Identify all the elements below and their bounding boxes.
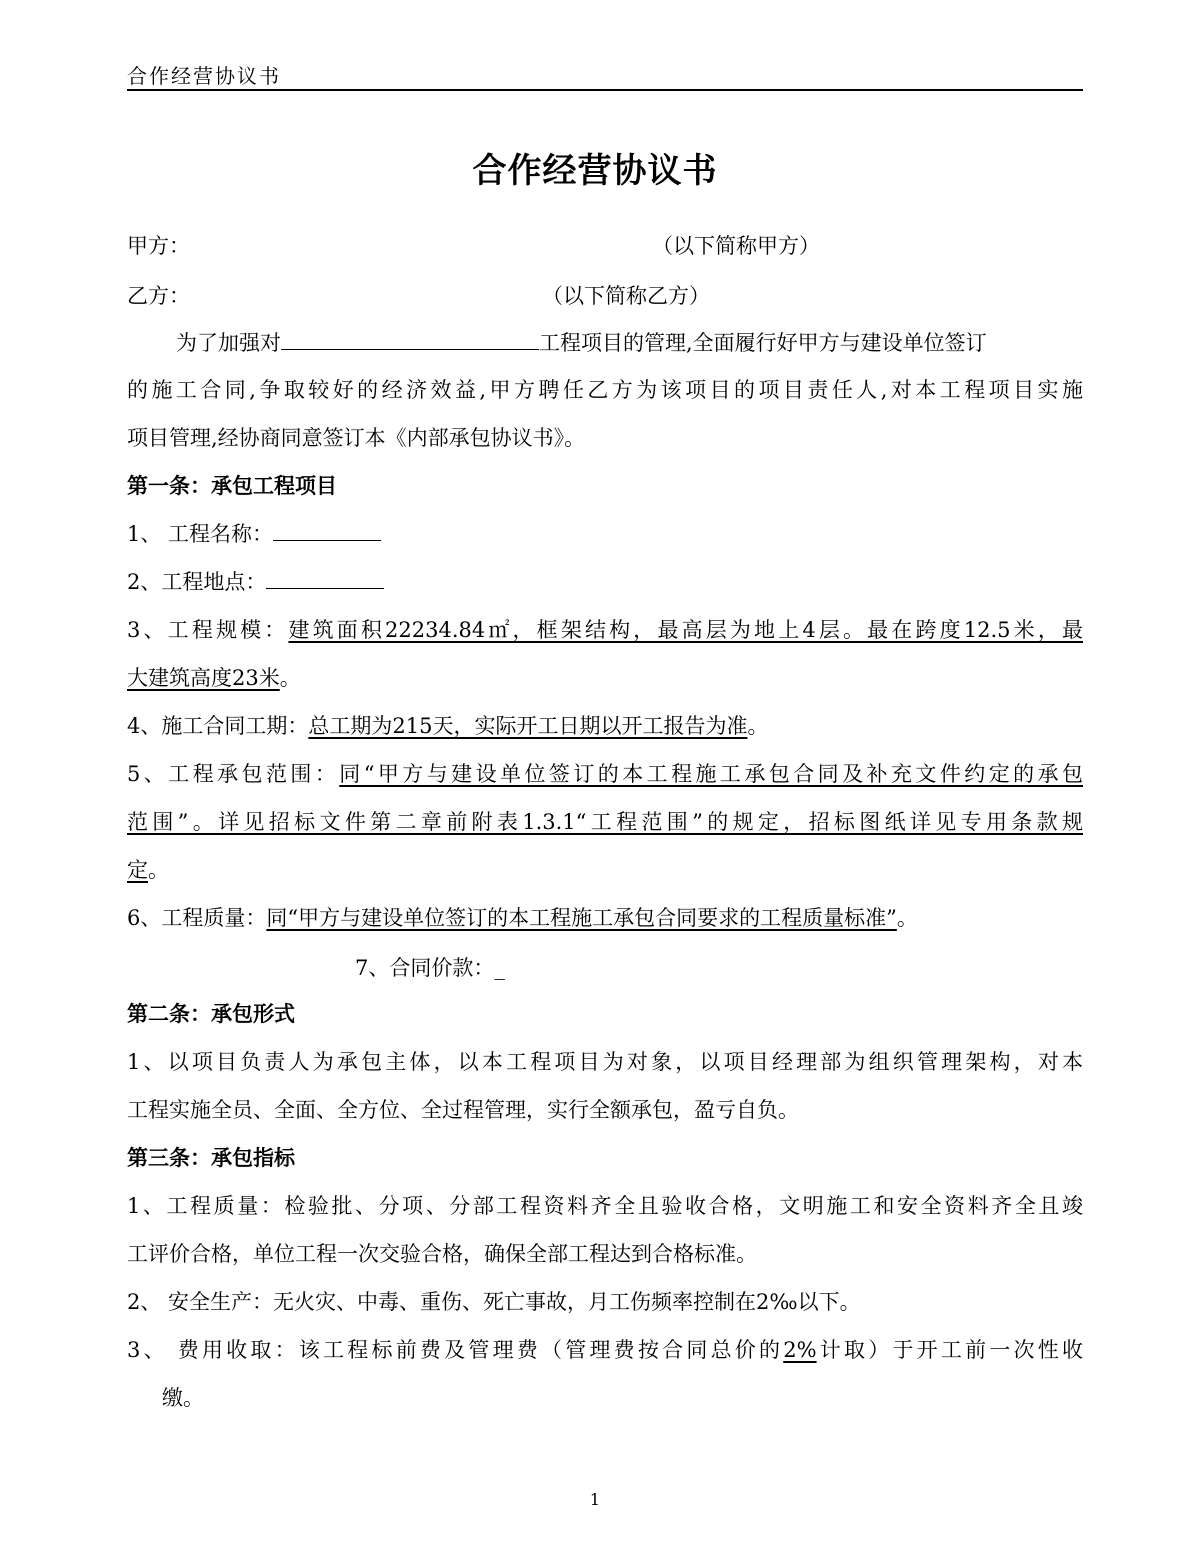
contract-period-value: 总工期为215天，实际开工日期以开工报告为准: [308, 714, 748, 738]
contract-price-label: 7、合同价款：_: [355, 956, 505, 980]
article-1-item-5-line-3: [127, 854, 169, 884]
fee-rate: 2%: [783, 1338, 817, 1362]
article-1-item-1: [127, 518, 381, 548]
article-1-item-3-line-2: [127, 662, 301, 692]
article-3-item-2: 2、 安全生产：无火灾、中毒、重伤、死亡事故，月工伤频率控制在2‰以下。: [127, 1290, 861, 1314]
article-1-heading: 第一条：承包工程项目: [127, 473, 337, 498]
article-1-item-4: [127, 710, 768, 740]
party-a-note: （以下简称甲方）: [652, 234, 820, 258]
project-name-label: 1、 工程名称：: [127, 522, 274, 546]
punctuation: 。: [896, 906, 918, 930]
page-number: 1: [589, 1490, 601, 1509]
article-3-item-1-line-1: 1、工程质量：检验批、分项、分部工程资料齐全且验收合格，文明施工和安全资料齐全且竣: [127, 1194, 1083, 1218]
quality-value: 同“甲方与建设单位签订的本工程施工承包合同要求的工程质量标准”: [266, 906, 897, 930]
fee-suffix: 计取）于开工前一次性收: [816, 1338, 1083, 1362]
article-1-item-6: [127, 902, 918, 932]
article-2-item-1-line-1: 1、以项目负责人为承包主体，以本工程项目为对象，以项目经理部为组织管理架构，对本: [127, 1050, 1083, 1074]
article-2-heading: 第二条：承包形式: [127, 1001, 295, 1026]
project-name-blank[interactable]: [281, 329, 539, 350]
article-1-item-5-line-1: [127, 758, 1083, 788]
article-1-item-3-line-1: [127, 614, 1083, 644]
project-scale-value: 建筑面积22234.84㎡，框架结构，最高层为地上4层。最在跨度12.5米，最: [288, 618, 1083, 642]
contract-scope-label: 5、工程承包范围：: [127, 762, 340, 786]
article-3-item-3-line-1: [127, 1334, 1083, 1364]
project-location-field[interactable]: [266, 568, 384, 589]
article-1-item-5-line-2: 范围”。详见招标文件第二章前附表1.3.1“工程范围”的规定，招标图纸详见专用条款规: [127, 810, 1083, 834]
punctuation: 。: [747, 714, 769, 738]
party-a-label: 甲方：: [127, 234, 190, 258]
punctuation: 。: [279, 666, 301, 690]
intro-line-3: 项目管理,经协商同意签订本《内部承包协议书》。: [127, 426, 586, 450]
article-1-item-2: [127, 566, 384, 596]
intro-suffix: 工程项目的管理,全面履行好甲方与建设单位签订: [539, 331, 987, 355]
article-2-item-1-line-2: 工程实施全员、全面、全方位、全过程管理，实行全额承包，盈亏自负。: [127, 1098, 799, 1122]
party-b-note: （以下简称乙方）: [542, 284, 710, 308]
article-3-heading: 第三条：承包指标: [127, 1145, 295, 1170]
project-name-field[interactable]: [273, 520, 381, 541]
punctuation: 。: [148, 858, 169, 882]
article-3-item-3-line-2: 缴。: [162, 1386, 204, 1410]
article-3-item-1-line-2: 工评价合格，单位工程一次交验合格，确保全部工程达到合格标准。: [127, 1242, 757, 1266]
header-rule: [127, 89, 1083, 91]
running-header: 合作经营协议书: [127, 64, 281, 88]
contract-scope-value: 同“甲方与建设单位签订的本工程施工承包合同及补充文件约定的承包: [339, 762, 1083, 786]
party-b-label: 乙方：: [127, 284, 190, 308]
project-scale-label: 3、工程规模：: [127, 618, 289, 642]
intro-line-1: [176, 327, 1083, 357]
contract-scope-value-cont: 定: [127, 858, 148, 882]
quality-label: 6、工程质量：: [127, 906, 267, 930]
document-title: 合作经营协议书: [472, 151, 718, 191]
intro-line-2: 的施工合同,争取较好的经济效益,甲方聘任乙方为该项目的项目责任人,对本工程项目实施: [127, 378, 1083, 402]
intro-prefix: 为了加强对: [176, 331, 281, 355]
fee-prefix: 3、 费用收取：该工程标前费及管理费（管理费按合同总价的: [127, 1338, 784, 1362]
project-scale-value-cont: 大建筑高度23米: [127, 666, 280, 690]
project-location-label: 2、工程地点：: [127, 570, 267, 594]
contract-period-label: 4、施工合同工期：: [127, 714, 309, 738]
